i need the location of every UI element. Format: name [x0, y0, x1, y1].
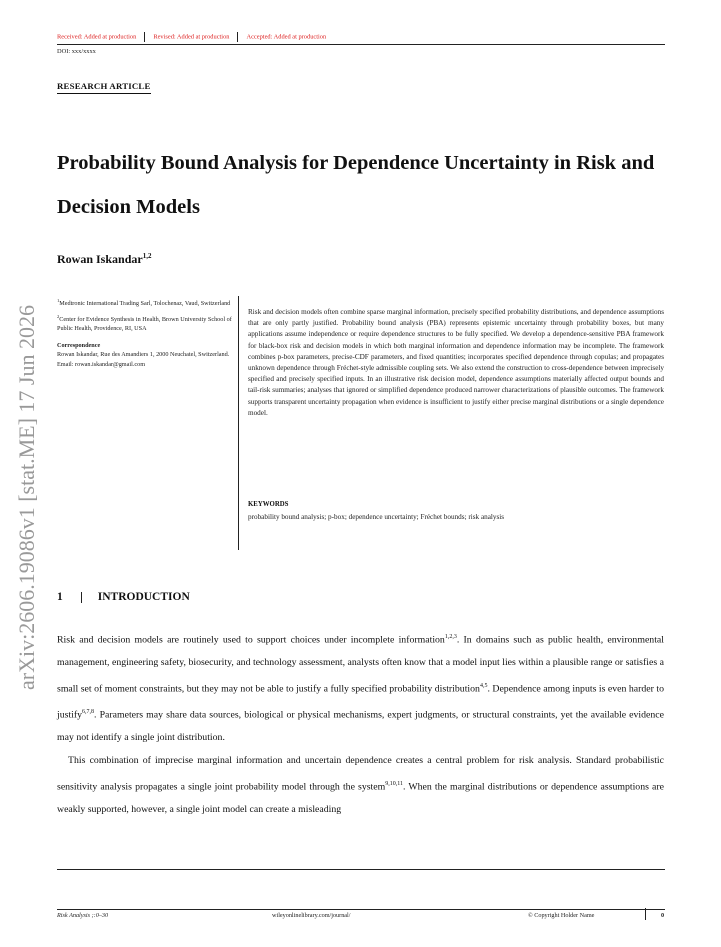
arxiv-stamp: arXiv:2606.19086v1 [stat.ME] 17 Jun 2026	[14, 305, 39, 690]
affil-mark: 1	[57, 298, 60, 303]
section-bar	[81, 592, 82, 603]
footer-separator	[645, 908, 646, 920]
paragraph	[57, 626, 664, 750]
section-heading	[57, 591, 190, 603]
author-affil-marks: 1,2	[142, 252, 152, 260]
keywords: probability bound analysis; p-box; dependence uncertainty; Fréchet bounds; risk analysis	[248, 513, 505, 521]
journal-name: Risk Analysis ;:0–30	[57, 912, 109, 919]
accepted-date: Accepted: Added at production	[246, 33, 327, 41]
text-span: . Dependence among inputs is even harder to justify	[57, 683, 664, 721]
text-span: Risk and decision models are routinely used to support choices under incomplete information	[57, 634, 445, 646]
affiliations-column	[57, 296, 235, 369]
affil-mark: 2	[57, 313, 60, 319]
footer-rule	[57, 909, 665, 910]
column-divider	[238, 296, 239, 550]
doi: DOI: xxx/xxxx	[57, 48, 96, 55]
affil-text: Medtronic International Trading Sarl, Tolochenaz, Vaud, Switzerland	[59, 300, 231, 308]
keywords-heading: KEYWORDS	[248, 501, 289, 508]
citation[interactable]: 9,10,11	[385, 780, 404, 787]
section-number: 1	[57, 591, 63, 603]
text-span: . In domains such as public health, environmental management, engineering safety, biosecurity, and technology assessment, analysts often know that a model input lies within a plausible range or satisfies a small set of moment constraints, but they may not be able to justify a fully specified probability distribution	[57, 634, 664, 695]
header-rule	[57, 44, 665, 45]
publication-history	[57, 32, 326, 42]
page-number: 0	[661, 912, 665, 919]
page-footer	[57, 912, 665, 922]
article-type: RESEARCH ARTICLE	[57, 81, 151, 94]
affiliation	[57, 312, 235, 334]
citation[interactable]: 1,2,3	[444, 634, 457, 640]
paper-title: Probability Bound Analysis for Dependence Uncertainty in Risk and Decision Models	[57, 152, 655, 218]
text-span: . Parameters may share data sources, biological or physical mechanisms, expert judgments, or structural constraints, yet the available evidence may not identify a single joint distribution.	[57, 709, 664, 743]
header-separator	[144, 32, 145, 42]
footnote-rule	[57, 869, 665, 870]
paragraph	[57, 750, 664, 822]
header-separator	[237, 32, 238, 42]
citation[interactable]: 4,5	[479, 682, 488, 689]
section-title: INTRODUCTION	[97, 591, 190, 603]
correspondence-text: Rowan Iskandar, Rue des Amandiers 1, 2000 Neuchatel, Switzerland. Email: rowan.iskandar@gmail.com	[57, 351, 230, 368]
correspondence-heading: Correspondence	[57, 341, 101, 349]
affil-text: Center for Evidence Synthesis in Health, Brown University School of Public Health, Providence, RI, USA	[57, 315, 232, 333]
received-date: Received: Added at production	[57, 33, 137, 41]
abstract: Risk and decision models often combine sparse marginal information, precisely specified probability distributions, and dependence assumptions that are only partly justified. Probability bound analysis (PBA) represents epistemic uncertainty through probability boxes, but many applications assume independence or require dependence structures to be fully specified. We develop a dependence-sensitive PBA framework for black-box risk and decision models in which both marginal information and dependence information may be incomplete. The framework combines p-box parameters, precise-CDF parameters, and fixed quantities; incorporates specified dependence through copulas; and propagates unknown dependence through Fréchet-style admissible coupling sets. We also extend the construction to cross-dependence between imprecisely specified and precisely specified inputs. In an illustrative risk decision model, dependence assumptions materially affected output bounds and tail-risk summaries; analyses that ignored or simplified dependence produced narrower characterizations of plausible outcomes. The framework supports transparent uncertainty propagation when evidence is insufficient to justify either precise marginal distributions or a single dependence model.	[248, 308, 664, 417]
body-text	[57, 626, 664, 821]
text-span: . When the marginal distributions or dependence assumptions are weakly supported, however, a single joint model can create a misleading	[57, 780, 664, 815]
text-span: This combination of imprecise marginal information and uncertain dependence creates a central problem for risk analysis. Standard probabilistic sensitivity analysis propagates a single joint probability model through the system	[57, 754, 664, 792]
revised-date: Revised: Added at production	[153, 33, 230, 41]
affiliation	[57, 296, 235, 309]
journal-website[interactable]: wileyonlinelibrary.com/journal/	[272, 912, 351, 919]
copyright: © Copyright Holder Name	[528, 912, 595, 919]
author	[57, 252, 151, 267]
citation[interactable]: 6,7,8	[82, 708, 95, 715]
author-name: Rowan Iskandar	[57, 252, 143, 266]
